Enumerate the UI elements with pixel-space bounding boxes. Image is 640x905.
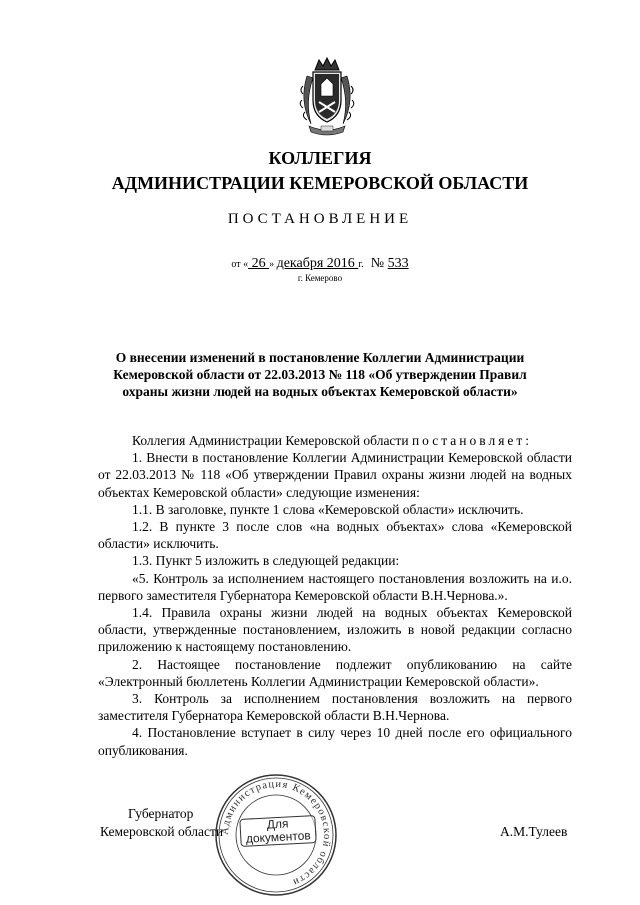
body-intro [98,432,572,449]
document-number-sign: № [370,256,388,271]
document-subject [100,349,540,400]
body-paragraph-1-3-quote: «5. Контроль за исполнением настоящего постановления возложить на и.о. первого заместителя Губернатора Кемеровской области В.Н.Чернова.». [98,570,572,603]
organization-name-line2: АДМИНИСТРАЦИИ КЕМЕРОВСКОЙ ОБЛАСТИ [111,173,529,193]
date-day: 26 [248,256,270,271]
organization-name-line1: КОЛЛЕГИЯ [268,148,372,168]
document-body [98,432,572,759]
body-paragraph-1: 1. Внести в постановление Коллегии Администрации Кемеровской области от 22.03.2013 № 118 «Об утверждении Правил охраны жизни людей на водных объектах Кемеровской области» следующие изменения: [98,450,572,500]
stamp-label-line2: документов [245,828,312,846]
subject-line2: Кемеровской области от 22.03.2013 № 118 «Об утверждении Правил [113,367,527,382]
subject-line3: охраны жизни людей на водных объектах Кемеровской области» [122,384,518,399]
date-year-suffix: г. [358,259,364,270]
body-paragraph-3: 3. Контроль за исполнением постановления возложить на первого заместителя Губернатора Кемеровской области В.Н.Чернова. [98,691,572,724]
intro-text: Коллегия Администрации Кемеровской области [132,433,412,448]
document-type-title: ПОСТАНОВЛЕНИЕ [227,211,413,227]
signatory-name: А.М.Тулеев [500,824,568,839]
body-paragraph-1-2: 1.2. В пункте 3 после слов «на водных объектах» слова «Кемеровской области» исключить. [98,519,572,552]
body-paragraph-2: 2. Настоящее постановление подлежит опубликованию на сайте «Электронный бюллетень Коллегии Администрации Кемеровской области». [98,656,572,689]
body-paragraph-1-4: 1.4. Правила охраны жизни людей на водных объектах Кемеровской области, утвержденные постановлением, изложить в новой редакции согласно приложению к настоящему постановлению. [98,605,572,655]
signatory-title-line1: Губернатор [128,806,194,821]
stamp-label-line1: Для [266,816,289,832]
body-paragraph-1-1: 1.1. В заголовке, пункте 1 слова «Кемеровской области» исключить. [132,501,524,517]
document-city: г. Кемерово [297,273,343,283]
stamp-label [239,815,316,847]
subject-line1: О внесении изменений в постановление Коллегии Администрации [115,350,525,365]
date-month-year: декабря 2016 [276,256,359,271]
document-number: 533 [387,256,409,271]
date-prefix: от « [231,259,249,270]
coat-of-arms-emblem [297,56,357,138]
signatory-title-line2: Кемеровской области [100,824,224,839]
document-date-line [0,256,640,273]
body-paragraph-4: 4. Постановление вступает в силу через 10 дней после его официального опубликования. [98,725,572,758]
intro-resolves: постановляет: [411,433,533,448]
stamp-ring-text: Администрация Кемеровской области [219,778,333,888]
date-mid: » [269,259,277,270]
body-paragraph-1-3: 1.3. Пункт 5 изложить в следующей редакции: [132,553,400,569]
